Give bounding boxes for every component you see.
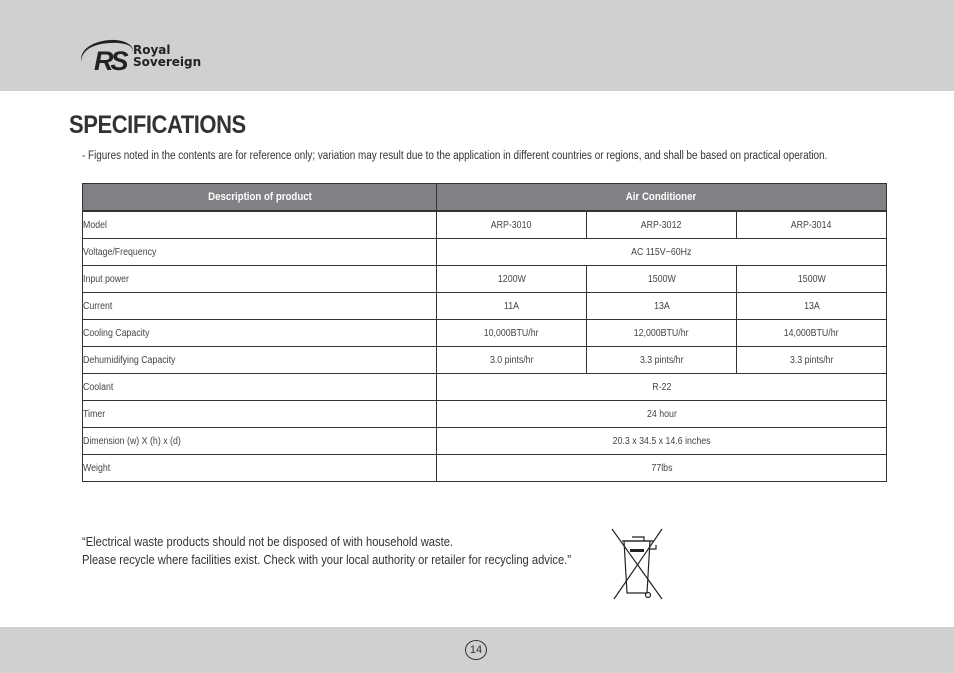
table-row-voltage — [83, 239, 887, 266]
crossed-out-wheelie-bin-icon — [610, 527, 666, 601]
row-label: Dimension (w) X (h) x (d) — [83, 428, 437, 455]
table-row-coolant — [83, 374, 887, 401]
logo-mark: RS — [94, 46, 126, 76]
recycling-line-2: Please recycle where facilities exist. Check with your local authority or retailer for recycling advice." — [82, 552, 572, 567]
row-label: Voltage/Frequency — [83, 239, 437, 266]
row-label: Coolant — [83, 374, 437, 401]
table-row-current — [83, 293, 887, 320]
row-label: Dehumidifying Capacity — [83, 347, 437, 374]
cell-value: ARP-3014 — [737, 211, 887, 239]
table-row-model — [83, 211, 887, 239]
cell-value: AC 115V~60Hz — [437, 239, 887, 266]
table-row-dehumidifying-capacity — [83, 347, 887, 374]
row-label: Current — [83, 293, 437, 320]
cell-value: ARP-3010 — [437, 211, 587, 239]
cell-value: 1500W — [587, 266, 737, 293]
logo-line1: Royal — [133, 43, 171, 57]
row-label: Cooling Capacity — [83, 320, 437, 347]
logo-line2: Sovereign — [133, 55, 202, 69]
table-row-input-power — [83, 266, 887, 293]
page-title: SPECIFICATIONS — [69, 111, 246, 139]
row-label: Timer — [83, 401, 437, 428]
cell-value: 11A — [437, 293, 587, 320]
cell-value: 3.3 pints/hr — [737, 347, 887, 374]
row-label: Weight — [83, 455, 437, 482]
royal-sovereign-logo — [78, 38, 228, 80]
row-label: Input power — [83, 266, 437, 293]
table-row-weight — [83, 455, 887, 482]
table-row-cooling-capacity — [83, 320, 887, 347]
cell-value: 24 hour — [437, 401, 887, 428]
cell-value: 20.3 x 34.5 x 14.6 inches — [437, 428, 887, 455]
cell-value: 1200W — [437, 266, 587, 293]
specifications-table — [82, 183, 887, 482]
header-band — [0, 0, 954, 91]
cell-value: ARP-3012 — [587, 211, 737, 239]
cell-value: 12,000BTU/hr — [587, 320, 737, 347]
header-product: Air Conditioner — [437, 184, 887, 212]
cell-value: 1500W — [737, 266, 887, 293]
cell-value: 10,000BTU/hr — [437, 320, 587, 347]
cell-value: 13A — [587, 293, 737, 320]
cell-value: 3.3 pints/hr — [587, 347, 737, 374]
cell-value: 3.0 pints/hr — [437, 347, 587, 374]
table-row-dimension — [83, 428, 887, 455]
header-description: Description of product — [83, 184, 437, 212]
row-label: Model — [83, 211, 437, 239]
cell-value: R-22 — [437, 374, 887, 401]
table-header-row — [83, 184, 887, 212]
cell-value: 14,000BTU/hr — [737, 320, 887, 347]
cell-value: 13A — [737, 293, 887, 320]
recycling-notice — [82, 533, 572, 569]
table-row-timer — [83, 401, 887, 428]
recycling-line-1: “Electrical waste products should not be disposed of with household waste. — [82, 534, 454, 549]
reference-note: - Figures noted in the contents are for reference only; variation may result due to the application in different countries or regions, and shall be based on practical operation. — [82, 150, 828, 162]
page-number: 14 — [465, 640, 487, 660]
cell-value: 77lbs — [437, 455, 887, 482]
